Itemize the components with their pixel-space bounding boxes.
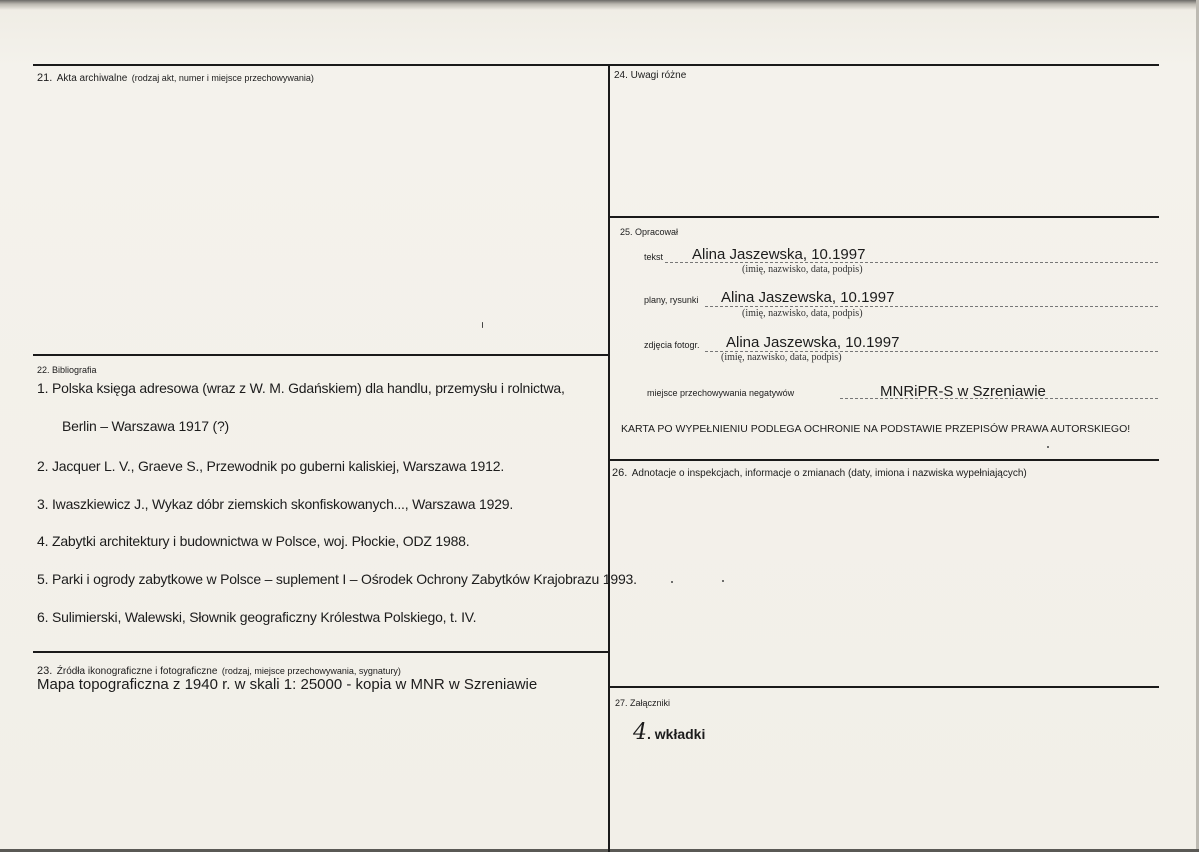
section-26-title: Adnotacje o inspekcjach, informacje o zmianach (daty, imiona i nazwiska wypełniających) — [631, 468, 1027, 479]
negatives-value: MNRiPR-S w Szreniawie — [880, 383, 1046, 400]
author-plans-label: plany, rysunki — [644, 295, 699, 305]
scan-speck — [482, 322, 483, 328]
attachments-entry — [633, 720, 705, 745]
bibliography-item-3: 3. Iwaszkiewicz J., Wykaz dóbr ziemskich skonfiskowanych..., Warszawa 1929. — [37, 496, 514, 512]
author-plans-line — [705, 306, 1158, 307]
author-photos-hint: (imię, nazwisko, data, podpis) — [721, 352, 842, 363]
section-21-number: 21. — [37, 72, 53, 84]
rule-22-23 — [33, 651, 609, 653]
scan-speck — [722, 580, 724, 582]
scan-top-edge — [0, 0, 1199, 10]
section-23-number: 23. — [37, 665, 53, 677]
rule-21-22 — [33, 354, 609, 356]
rule-24-25 — [609, 216, 1159, 218]
bibliography-item-1: 1. Polska księga adresowa (wraz z W. M. Gdańskiem) dla handlu, przemysłu i rolnictwa, — [37, 380, 565, 396]
rule-26-27 — [609, 686, 1159, 688]
bibliography-item-1-cont: Berlin – Warszawa 1917 (?) — [62, 418, 230, 434]
section-26-heading — [612, 463, 1027, 481]
center-divider — [608, 64, 610, 852]
negatives-label: miejsce przechowywania negatywów — [647, 388, 795, 398]
section-21-note: (rodzaj akt, numer i miejsce przechowywania) — [131, 73, 314, 83]
copyright-notice: KARTA PO WYPEŁNIENIU PODLEGA OCHRONIE NA PODSTAWIE PRZEPISÓW PRAWA AUTORSKIEGO! — [621, 423, 1131, 435]
section-23-title: Źródła ikonograficzne i fotograficzne — [56, 666, 218, 677]
rule-25-26 — [609, 459, 1159, 461]
scan-speck — [1047, 446, 1049, 448]
attachments-hand-digit: 4 — [633, 720, 647, 745]
section-26-number: 26. — [612, 467, 628, 479]
top-rule — [33, 64, 1159, 66]
author-photos-label: zdjęcia fotogr. — [644, 340, 700, 350]
author-plans-hint: (imię, nazwisko, data, podpis) — [742, 308, 863, 319]
negatives-line — [840, 398, 1158, 399]
section-23-note: (rodzaj, miejsce przechowywania, sygnatury) — [221, 666, 401, 676]
scan-speck — [671, 581, 673, 583]
section-24-title: 24. Uwagi różne — [614, 70, 687, 81]
author-plans-value: Alina Jaszewska, 10.1997 — [721, 289, 895, 306]
author-text-line — [665, 262, 1158, 263]
bibliography-item-6: 6. Sulimierski, Walewski, Słownik geograficzny Królestwa Polskiego, t. IV. — [37, 609, 477, 625]
author-text-value: Alina Jaszewska, 10.1997 — [692, 246, 866, 263]
author-text-label: tekst — [644, 252, 664, 262]
bibliography-item-2: 2. Jacquer L. V., Graeve S., Przewodnik po guberni kaliskiej, Warszawa 1912. — [37, 458, 505, 474]
author-text-hint: (imię, nazwisko, data, podpis) — [742, 264, 863, 275]
attachments-value: . wkładki — [647, 726, 706, 742]
section-27-title: 27. Załączniki — [615, 698, 671, 708]
bibliography-item-4: 4. Zabytki architektury i budownictwa w Polsce, woj. Płockie, ODZ 1988. — [37, 533, 470, 549]
section-21-heading — [37, 68, 314, 86]
section-23-value: Mapa topograficzna z 1940 r. w skali 1: 25000 - kopia w MNR w Szreniawie — [37, 676, 538, 693]
section-22-title: 22. Bibliografia — [37, 365, 97, 375]
author-photos-value: Alina Jaszewska, 10.1997 — [726, 334, 900, 351]
section-21-title: Akta archiwalne — [56, 73, 128, 84]
section-25-title: 25. Opracował — [620, 227, 679, 237]
bibliography-item-5: 5. Parki i ogrody zabytkowe w Polsce – suplement I – Ośrodek Ochrony Zabytków Krajobrazu 1993. — [37, 571, 637, 587]
